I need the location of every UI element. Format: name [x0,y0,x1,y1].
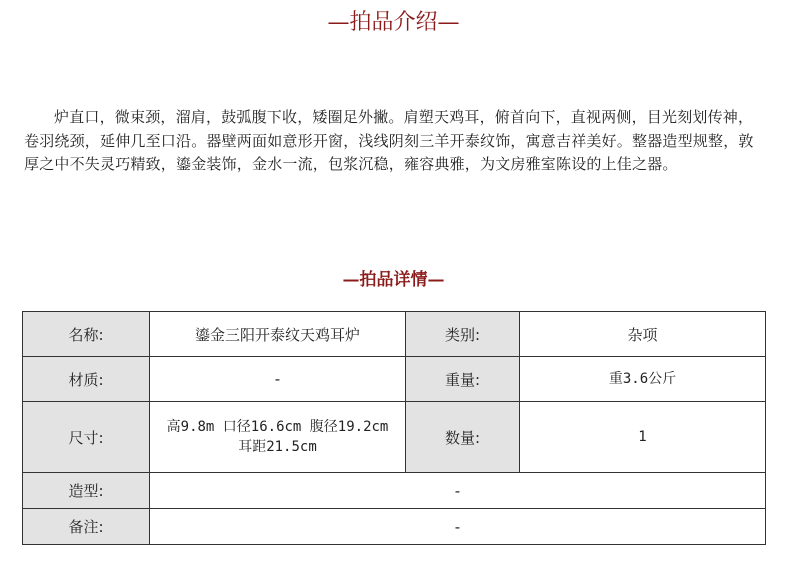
intro-paragraph: 炉直口，微束颈，溜肩，鼓弧腹下收，矮圈足外撇。肩塑天鸡耳，俯首向下，直视两侧，目光刻划传神，卷羽绕颈，延伸几至口沿。器壁两面如意形开窗，浅线阴刻三羊开泰纹饰，寓意吉祥美好。整器造型规整，敦厚之中不失灵巧精致，鎏金装饰，金水一流，包浆沉稳，雍容典雅，为文房雅室陈设的上佳之器。 [24,108,754,173]
quantity-label: 数量: [406,402,520,473]
shape-value: - [150,473,766,509]
weight-value: 重3.6公斤 [520,357,766,402]
size-value-line-2: 耳距21.5cm [238,439,317,455]
size-value [150,402,406,473]
name-value: 鎏金三阳开泰纹天鸡耳炉 [150,312,406,357]
category-label: 类别: [406,312,520,357]
material-label: 材质: [23,357,150,402]
name-label: 名称: [23,312,150,357]
shape-label: 造型: [23,473,150,509]
category-value: 杂项 [520,312,766,357]
details-table [22,311,766,545]
size-value-line-1: 高9.8m 口径16.6cm 腹径19.2cm [166,419,389,435]
details-section-title: —拍品详情— [342,270,445,290]
weight-label: 重量: [406,357,520,402]
table-row [23,357,766,402]
table-row [23,312,766,357]
note-value: - [150,509,766,545]
quantity-value: 1 [520,402,766,473]
table-row [23,402,766,473]
material-value: - [150,357,406,402]
table-row [23,473,766,509]
size-label: 尺寸: [23,402,150,473]
note-label: 备注: [23,509,150,545]
intro-section-title: —拍品介绍— [327,10,460,35]
table-row [23,509,766,545]
